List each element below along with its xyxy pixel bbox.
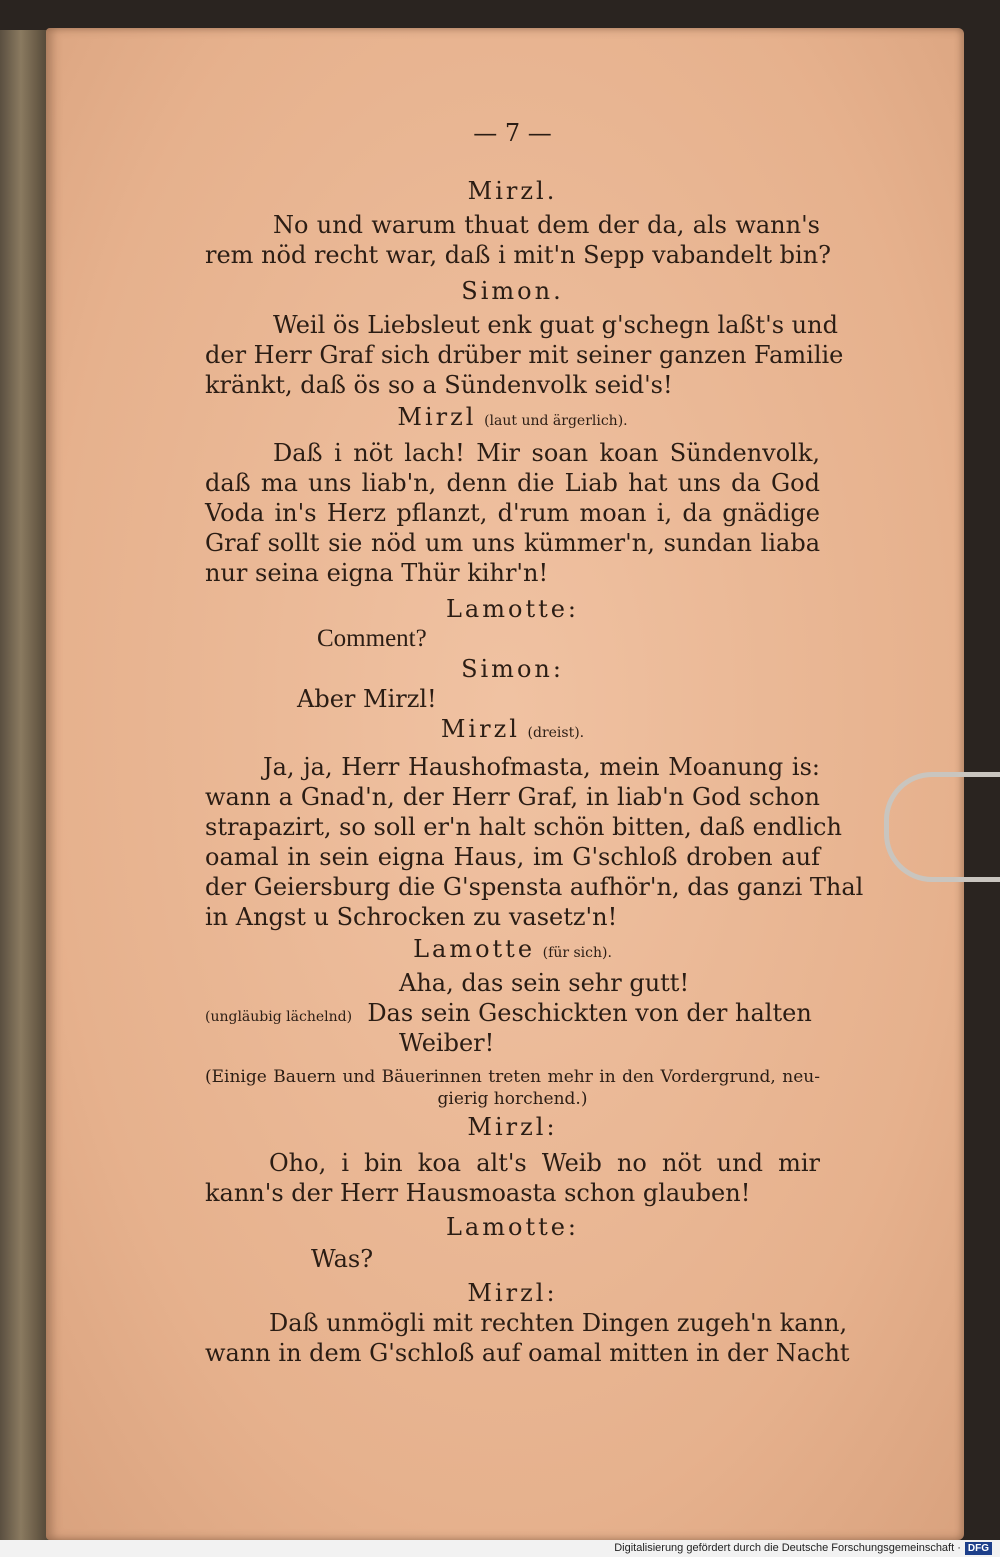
- speaker-name: Simon.: [461, 277, 564, 305]
- digitization-footer: [0, 1540, 1000, 1557]
- text-line: Voda in's Herz pflanzt, d'rum moan i, da gnädige: [205, 499, 820, 527]
- speaker-name: Mirzl: [397, 403, 477, 431]
- text-line: Aha, das sein sehr gutt!: [399, 969, 690, 997]
- text-line: daß ma uns liab'n, denn die Liab hat uns da God: [205, 469, 820, 497]
- text-line: oamal in sein eigna Haus, im G'schloß droben auf: [205, 843, 820, 871]
- speaker-line: [205, 714, 820, 748]
- text-line: der Herr Graf sich drüber mit seiner ganzen Familie: [205, 341, 844, 369]
- stage-direction: (ungläubig lächelnd): [205, 1009, 353, 1025]
- text-line: No und warum thuat dem der da, als wann's: [273, 211, 820, 239]
- text-line: wann a Gnad'n, der Herr Graf, in liab'n God schon: [205, 783, 820, 811]
- stage-direction: (dreist).: [527, 725, 585, 741]
- footer-text: Digitalisierung gefördert durch die Deutsche Forschungsgemeinschaft ·: [614, 1542, 961, 1554]
- book-binding: [0, 30, 52, 1540]
- speaker-name: Mirzl: [440, 715, 520, 743]
- text-line: in Angst u Schrocken zu vasetz'n!: [205, 903, 618, 931]
- stage-direction: gierig horchend.): [437, 1089, 588, 1109]
- speaker-line: [205, 934, 820, 968]
- speaker-line: [205, 402, 820, 436]
- speaker-name: Simon:: [461, 655, 564, 683]
- text-line: der Geiersburg die G'spensta aufhör'n, das ganzi Thal: [205, 873, 864, 901]
- speaker-name: Mirzl:: [467, 1279, 558, 1307]
- dfg-logo: DFG: [965, 1542, 992, 1555]
- text-line: Was?: [311, 1245, 374, 1273]
- text-line: strapazirt, so soll er'n halt schön bitten, daß endlich: [205, 813, 842, 841]
- speaker-name: Mirzl:: [467, 1113, 558, 1141]
- text-line: Daß unmögli mit rechten Dingen zugeh'n kann,: [269, 1309, 848, 1337]
- text-line: Comment?: [317, 625, 427, 652]
- text-line: kann's der Herr Hausmoasta schon glauben!: [205, 1179, 751, 1207]
- text-line-with-direction: [205, 998, 820, 1032]
- text-line: Weil ös Liebsleut enk guat g'schegn laßt's und: [273, 311, 838, 339]
- text-line: Ja, ja, Herr Haushofmasta, mein Moanung is:: [263, 753, 820, 781]
- text-line: Graf sollt sie nöd um uns kümmer'n, sundan liaba: [205, 529, 820, 557]
- speaker-name: Lamotte:: [445, 1213, 580, 1241]
- text-line: rem nöd recht war, daß i mit'n Sepp vabandelt bin?: [205, 241, 832, 269]
- stage-direction: (laut und ärgerlich).: [484, 413, 628, 429]
- text-span: Das sein Geschickten von der halten: [367, 999, 812, 1027]
- text-line: wann in dem G'schloß auf oamal mitten in der Nacht: [205, 1339, 850, 1367]
- text-line: Aber Mirzl!: [297, 685, 437, 713]
- speaker-name: Mirzl.: [467, 177, 558, 205]
- text-line: Oho, i bin koa alt's Weib no nöt und mir: [269, 1149, 820, 1177]
- text-line: Weiber!: [399, 1029, 495, 1057]
- text-line: kränkt, daß ös so a Sündenvolk seid's!: [205, 371, 673, 399]
- speaker-name: Lamotte:: [445, 595, 580, 623]
- stage-direction: (Einige Bauern und Bäuerinnen treten mehr in den Vordergrund, neu-: [205, 1067, 820, 1087]
- text-line: nur seina eigna Thür kihr'n!: [205, 559, 549, 587]
- speaker-name: Lamotte: [413, 935, 536, 963]
- stage-direction: (für sich).: [542, 945, 612, 961]
- paper-clip: [884, 772, 1000, 882]
- text-line: Daß i nöt lach! Mir soan koan Sündenvolk,: [273, 439, 820, 467]
- page-number: — 7 —: [473, 119, 552, 147]
